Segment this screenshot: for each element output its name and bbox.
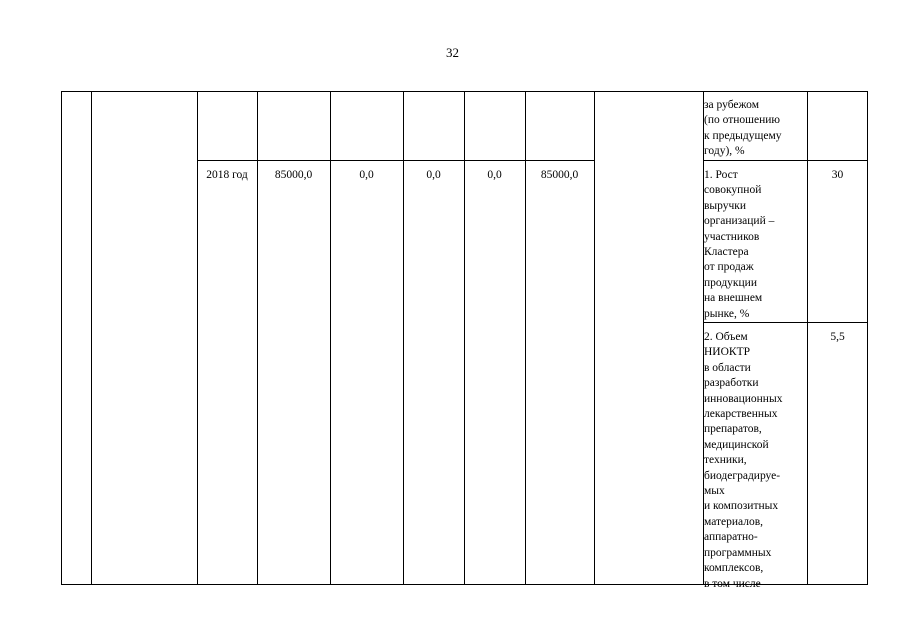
column-line bbox=[257, 91, 258, 585]
funding-value-cell: 0,0 bbox=[359, 169, 374, 181]
row-line bbox=[703, 160, 868, 161]
column-line bbox=[197, 91, 198, 585]
total-value-cell: 85000,0 bbox=[274, 169, 313, 181]
funding-value-cell: 0,0 bbox=[426, 169, 441, 181]
column-line bbox=[330, 91, 331, 585]
indicator-continuation: за рубежом (по отношению к предыдущему году), % bbox=[704, 99, 782, 158]
row-line bbox=[703, 322, 868, 323]
row-line bbox=[197, 160, 594, 161]
funding-value-cell: 0,0 bbox=[487, 169, 502, 181]
column-line bbox=[525, 91, 526, 585]
page-number: 32 bbox=[446, 45, 459, 60]
column-line bbox=[91, 91, 92, 585]
indicator-label: 1. Рост совокупной выручки организаций – участников Кластера от продаж продукции на внешнем рынке, % bbox=[704, 169, 775, 320]
indicator-label: 2. Объем НИОКТР в области разработки инновационных лекарственных препаратов, медицинской техники, биодеградируе- мых и композитных материалов, аппаратно- программных комплексов, в том числе bbox=[704, 331, 783, 590]
column-line bbox=[61, 91, 62, 585]
column-line bbox=[594, 91, 595, 585]
indicator-value: 5,5 bbox=[830, 331, 845, 343]
column-line bbox=[403, 91, 404, 585]
funding-value-cell: 85000,0 bbox=[540, 169, 579, 181]
year-cell: 2018 год bbox=[206, 169, 248, 181]
data-table bbox=[61, 91, 868, 590]
column-line bbox=[464, 91, 465, 585]
indicator-value: 30 bbox=[831, 169, 844, 181]
